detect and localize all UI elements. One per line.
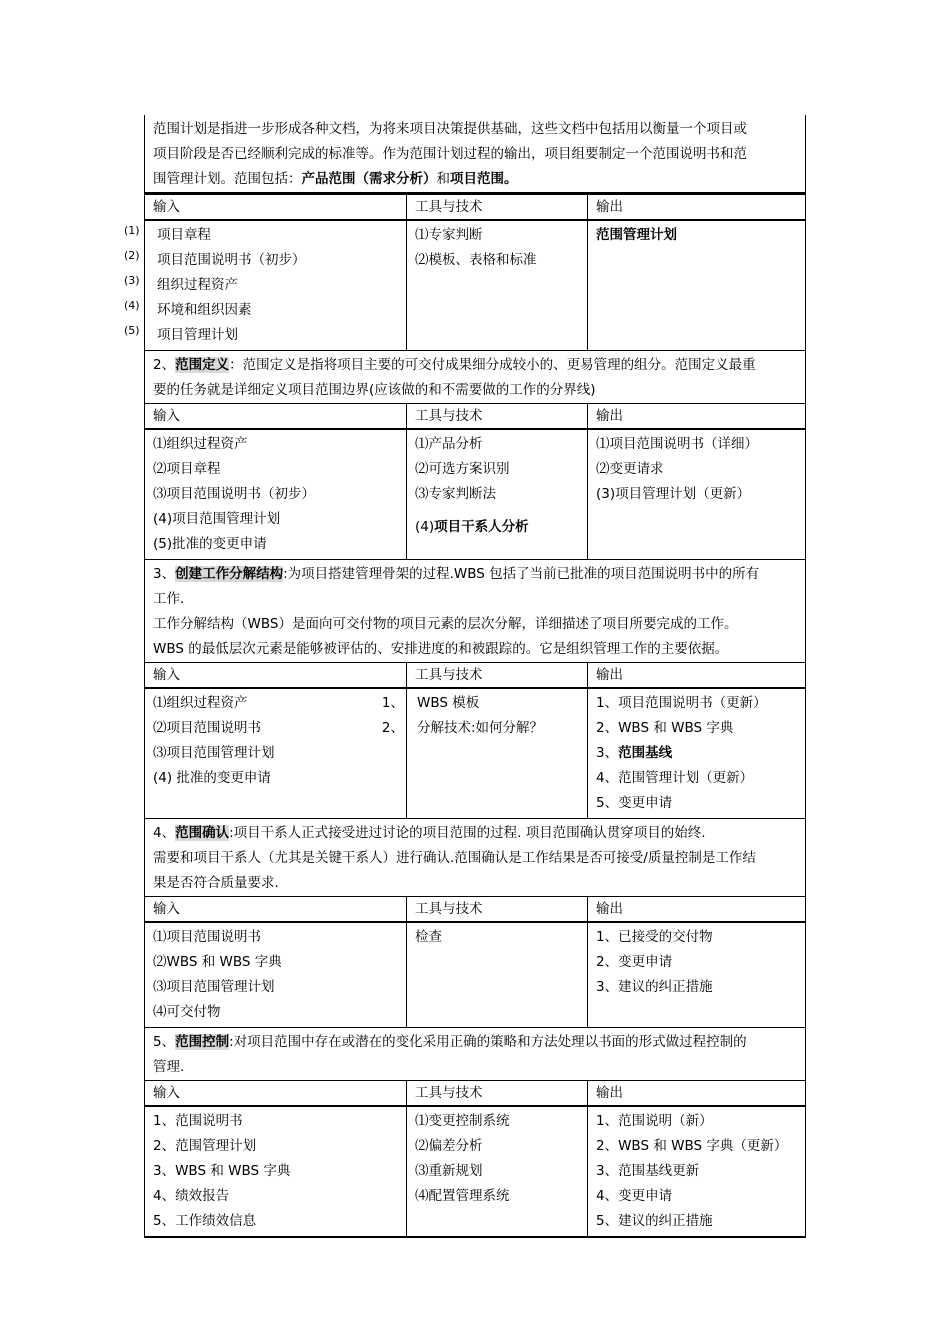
t1-header xyxy=(144,193,806,221)
list-item: ⑴产品分析 xyxy=(415,436,483,452)
list-item: 环境和组织因素 xyxy=(157,302,252,318)
section-3-line-3: 工作分解结构（WBS）是面向可交付物的项目元素的层次分解，详细描述了项目所要完成的工作。 xyxy=(153,616,738,632)
list-item: ⑴项目范围说明书（详细） xyxy=(596,436,758,452)
t4-header-output: 输出 xyxy=(587,897,806,921)
t4-tools xyxy=(406,923,587,1027)
list-item: (4)项目干系人分析 xyxy=(415,519,529,535)
section-4 xyxy=(144,819,806,897)
list-item: 1、项目范围说明书（更新） xyxy=(596,695,767,711)
t5-header-output: 输出 xyxy=(587,1081,806,1105)
section-4-line-3: 果是否符合质量要求. xyxy=(153,875,279,891)
list-item: ⑴项目范围说明书 xyxy=(153,929,261,945)
list-item: 2、WBS 和 WBS 字典（更新） xyxy=(596,1138,788,1154)
t4-header xyxy=(144,897,806,923)
t2-tools xyxy=(406,430,587,559)
t3-header xyxy=(144,663,806,689)
list-item: 项目范围说明书（初步） xyxy=(157,252,306,268)
list-item: 项目管理计划 xyxy=(157,327,238,343)
list-item: 4、绩效报告 xyxy=(153,1188,230,1204)
list-item: 5、工作绩效信息 xyxy=(153,1213,257,1229)
list-item: 5、变更申请 xyxy=(596,795,673,811)
section-2-title: 范围定义 xyxy=(175,357,230,373)
list-item: ⑷配置管理系统 xyxy=(415,1188,510,1204)
t5-outputs xyxy=(587,1107,806,1236)
list-item: ⑴组织过程资产 1、 xyxy=(153,695,404,711)
t2-header-input: 输入 xyxy=(144,404,406,428)
section-4-line-2: 需要和项目干系人（尤其是关键干系人）进行确认.范围确认是工作结果是否可接受/质量控制是工作结 xyxy=(153,850,756,866)
list-item: 1、范围说明书 xyxy=(153,1113,243,1129)
section-3-line-1: 3、创建工作分解结构:为项目搭建管理骨架的过程.WBS 包括了当前已批准的项目范围说明书中的所有 xyxy=(153,566,760,582)
t3-inputs xyxy=(144,689,406,818)
list-item: ⑵项目章程 xyxy=(153,461,221,477)
list-item: ⑶项目范围说明书（初步） xyxy=(153,486,315,502)
section-5-title: 范围控制 xyxy=(175,1034,230,1050)
t1-num-4: (4) xyxy=(124,299,140,312)
list-item: 2、范围管理计划 xyxy=(153,1138,257,1154)
t5-inputs xyxy=(144,1107,406,1236)
section-5-line-2: 管理. xyxy=(153,1059,185,1075)
t1-header-input: 输入 xyxy=(144,195,406,219)
list-item: 3、WBS 和 WBS 字典 xyxy=(153,1163,291,1179)
section-3-line-2: 工作. xyxy=(153,591,185,607)
section-3 xyxy=(144,560,806,663)
t5-tools xyxy=(406,1107,587,1236)
list-item: (3)项目管理计划（更新） xyxy=(596,486,751,502)
list-item: ⑷可交付物 xyxy=(153,1004,221,1020)
list-item: ⑶项目范围管理计划 xyxy=(153,745,275,761)
list-item: (5)批准的变更申请 xyxy=(153,536,267,552)
t3-header-output: 输出 xyxy=(587,663,806,687)
list-item: ⑶项目范围管理计划 xyxy=(153,979,275,995)
t4-row xyxy=(144,923,806,1028)
list-item: 2、WBS 和 WBS 字典 xyxy=(596,720,734,736)
t1-num-5: (5) xyxy=(124,324,140,337)
t5-header-input: 输入 xyxy=(144,1081,406,1105)
section-3-title: 创建工作分解结构 xyxy=(175,566,284,582)
list-item: ⑵可选方案识别 xyxy=(415,461,510,477)
list-item: 3、范围基线更新 xyxy=(596,1163,700,1179)
t4-header-tools: 工具与技术 xyxy=(406,897,587,921)
section-5 xyxy=(144,1028,806,1081)
list-item: ⑵偏差分析 xyxy=(415,1138,483,1154)
t4-inputs xyxy=(144,923,406,1027)
t1-output xyxy=(587,221,806,350)
list-item: ⑶专家判断法 xyxy=(415,486,496,502)
list-item: 范围管理计划 xyxy=(596,227,677,243)
list-item: WBS 模板 xyxy=(417,695,480,711)
list-item: (4) 批准的变更申请 xyxy=(153,770,271,786)
list-item: (4)项目范围管理计划 xyxy=(153,511,281,527)
t2-outputs xyxy=(587,430,806,559)
section-2 xyxy=(144,351,806,404)
t1-tools xyxy=(406,221,587,350)
list-item: 4、范围管理计划（更新） xyxy=(596,770,754,786)
list-item: 1、范围说明（新） xyxy=(596,1113,713,1129)
list-item: 分解技术:如何分解？ xyxy=(417,720,544,736)
t3-outputs xyxy=(587,689,806,818)
list-item: 5、建议的纠正措施 xyxy=(596,1213,713,1229)
section-5-line-1: 5、范围控制:对项目范围中存在或潜在的变化采用正确的策略和方法处理以书面的形式做过程控制的 xyxy=(153,1034,747,1050)
list-item: 3、范围基线 xyxy=(596,745,673,761)
section-2-line-1: 2、范围定义：范围定义是指将项目主要的可交付成果细分成较小的、更易管理的组分。范围定义最重 xyxy=(153,357,756,373)
t3-tools xyxy=(406,689,587,818)
section-4-line-1: 4、范围确认:项目干系人正式接受进过讨论的项目范围的过程. 项目范围确认贯穿项目的始终. xyxy=(153,825,706,841)
list-item: 3、建议的纠正措施 xyxy=(596,979,713,995)
t1-num-1: (1) xyxy=(124,224,140,237)
list-item: ⑵WBS 和 WBS 字典 xyxy=(153,954,282,970)
intro-line-2: 项目阶段是否已经顺利完成的标准等。作为范围计划过程的输出，项目组要制定一个范围说明书和范 xyxy=(153,146,747,162)
list-item: ⑵项目范围说明书 2、 xyxy=(153,720,404,736)
list-item: ⑴专家判断 xyxy=(415,227,483,243)
t4-header-input: 输入 xyxy=(144,897,406,921)
intro-line-1: 范围计划是指进一步形成各种文档，为将来项目决策提供基础，这些文档中包括用以衡量一个项目或 xyxy=(153,121,747,137)
t1-header-tools: 工具与技术 xyxy=(406,195,587,219)
t3-header-input: 输入 xyxy=(144,663,406,687)
t1-num-2: (2) xyxy=(124,249,140,262)
t5-header-tools: 工具与技术 xyxy=(406,1081,587,1105)
list-item: 4、变更申请 xyxy=(596,1188,673,1204)
t4-outputs xyxy=(587,923,806,1027)
t2-row xyxy=(144,430,806,560)
t1-inputs xyxy=(144,221,406,350)
t1-num-3: (3) xyxy=(124,274,140,287)
list-item: 1、已接受的交付物 xyxy=(596,929,713,945)
list-item: 2、变更申请 xyxy=(596,954,673,970)
intro-section xyxy=(144,115,806,193)
list-item: 检查 xyxy=(415,929,442,945)
t2-header xyxy=(144,404,806,430)
t3-row xyxy=(144,689,806,819)
t1-row xyxy=(144,221,806,351)
intro-line-3: 围管理计划。范围包括：产品范围（需求分析）和项目范围。 xyxy=(153,171,518,187)
section-3-line-4: WBS 的最低层次元素是能够被评估的、安排进度的和被跟踪的。它是组织管理工作的主要依据。 xyxy=(153,641,729,657)
t2-inputs xyxy=(144,430,406,559)
list-item: ⑶重新规划 xyxy=(415,1163,483,1179)
t1-header-output: 输出 xyxy=(587,195,806,219)
list-item: ⑵变更请求 xyxy=(596,461,664,477)
t2-header-tools: 工具与技术 xyxy=(406,404,587,428)
list-item: 组织过程资产 xyxy=(157,277,238,293)
t5-header xyxy=(144,1081,806,1107)
t3-header-tools: 工具与技术 xyxy=(406,663,587,687)
scope-table xyxy=(144,115,806,1238)
list-item: ⑴组织过程资产 xyxy=(153,436,248,452)
section-4-title: 范围确认 xyxy=(175,825,230,841)
list-item: ⑵模板、表格和标准 xyxy=(415,252,537,268)
t5-row xyxy=(144,1107,806,1238)
list-item: ⑴变更控制系统 xyxy=(415,1113,510,1129)
section-2-line-2: 要的任务就是详细定义项目范围边界(应该做的和不需要做的工作的分界线) xyxy=(153,382,596,398)
list-item: 项目章程 xyxy=(157,227,211,243)
t2-header-output: 输出 xyxy=(587,404,806,428)
